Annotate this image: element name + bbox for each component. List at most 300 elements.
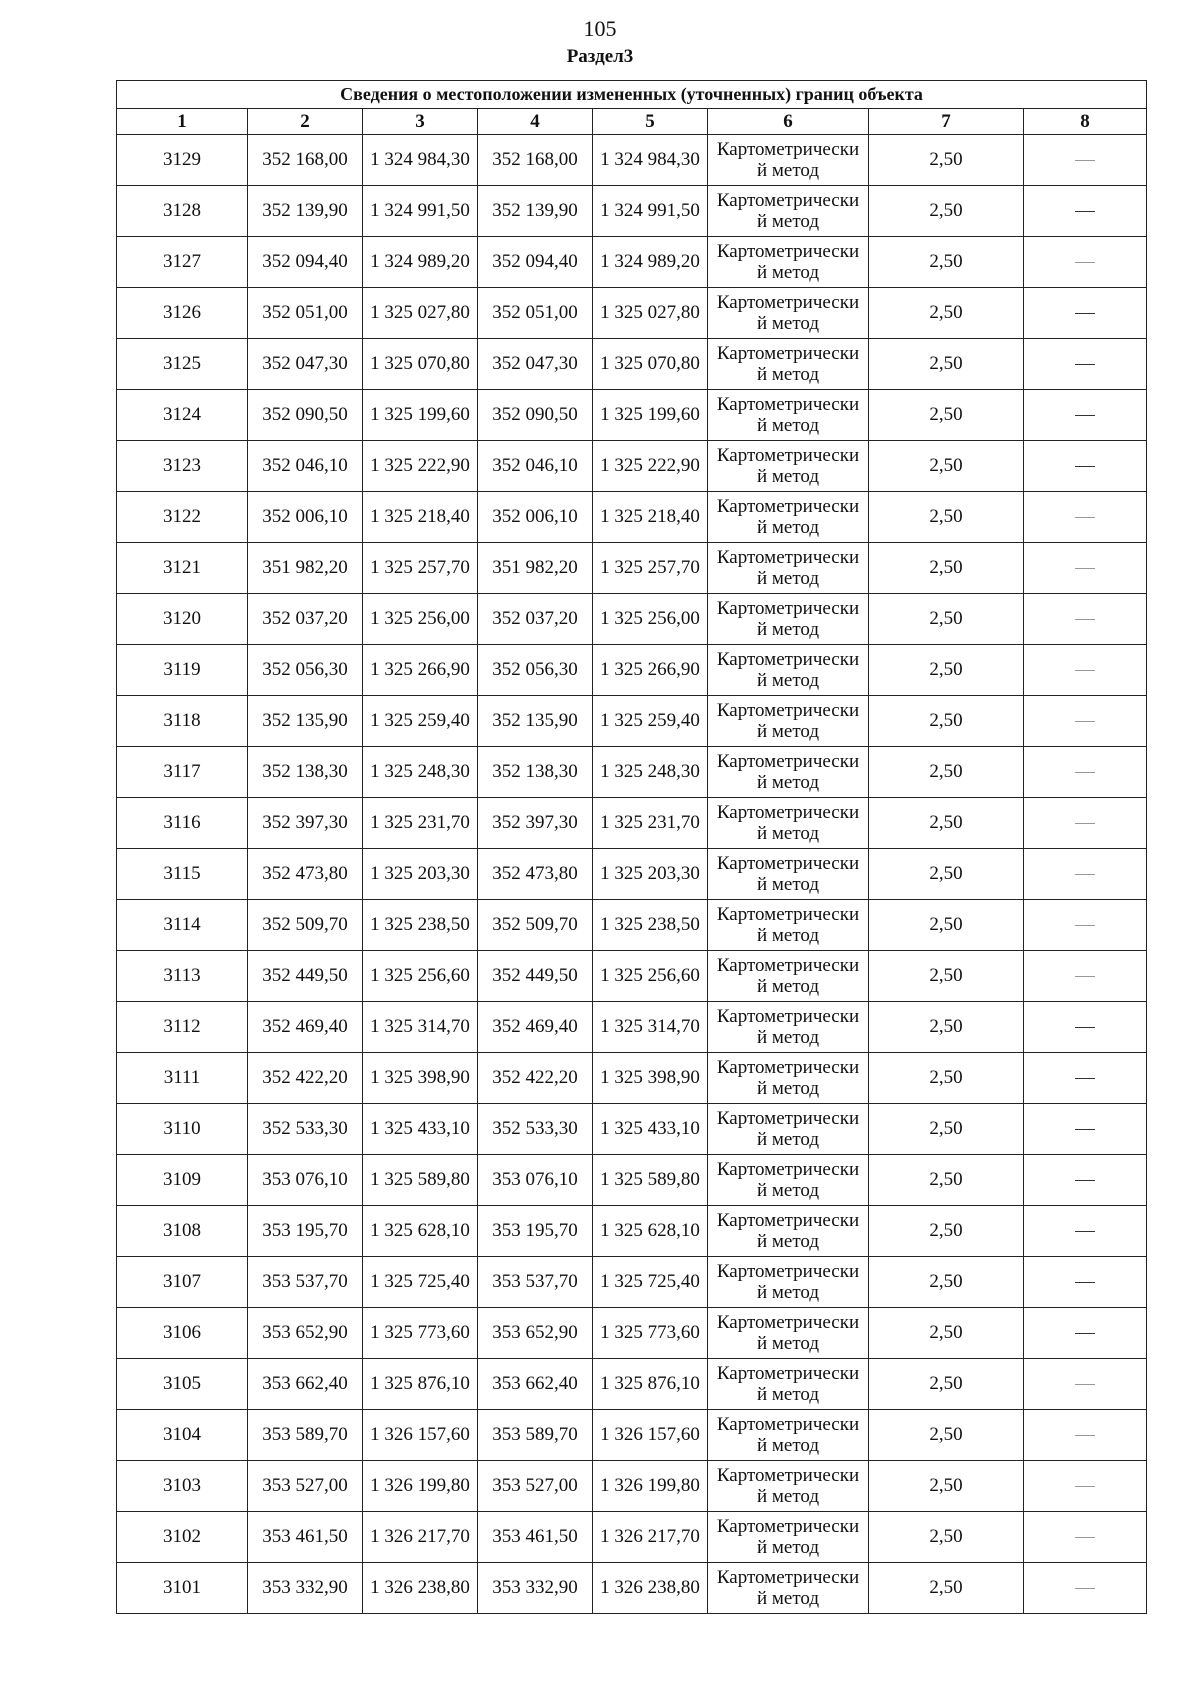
method-text-line-2: й метод bbox=[756, 1384, 820, 1405]
accuracy-cell: 2,50 bbox=[869, 339, 1024, 390]
method-cell bbox=[708, 951, 869, 1002]
x-refined-cell: 352 138,30 bbox=[478, 747, 593, 798]
dash-mark bbox=[1075, 1384, 1095, 1385]
table-row bbox=[117, 492, 1147, 543]
method-text-line-1: Картометрически bbox=[716, 1210, 860, 1231]
accuracy-cell: 2,50 bbox=[869, 1359, 1024, 1410]
accuracy-cell: 2,50 bbox=[869, 186, 1024, 237]
x-refined-cell: 352 056,30 bbox=[478, 645, 593, 696]
y-existing-cell: 1 325 222,90 bbox=[363, 441, 478, 492]
accuracy-cell: 2,50 bbox=[869, 798, 1024, 849]
dash-mark bbox=[1075, 874, 1095, 875]
dash-mark bbox=[1075, 1588, 1095, 1589]
method-text-line-1: Картометрически bbox=[716, 190, 860, 211]
method-text-line-1: Картометрически bbox=[716, 445, 860, 466]
dash-mark bbox=[1075, 1078, 1095, 1079]
method-text-line-1: Картометрически bbox=[716, 1261, 860, 1282]
x-existing-cell: 353 537,70 bbox=[248, 1257, 363, 1308]
x-existing-cell: 352 473,80 bbox=[248, 849, 363, 900]
column-number: 6 bbox=[708, 109, 869, 135]
dash-mark bbox=[1075, 1486, 1095, 1487]
table-row bbox=[117, 1512, 1147, 1563]
accuracy-cell: 2,50 bbox=[869, 645, 1024, 696]
x-existing-cell: 352 397,30 bbox=[248, 798, 363, 849]
method-text-line-1: Картометрически bbox=[716, 853, 860, 874]
column-8-cell bbox=[1024, 951, 1147, 1002]
y-existing-cell: 1 325 266,90 bbox=[363, 645, 478, 696]
method-text-line-1: Картометрически bbox=[716, 700, 860, 721]
method-text-line-2: й метод bbox=[756, 1486, 820, 1507]
page-number: 105 bbox=[583, 16, 617, 41]
x-refined-cell: 351 982,20 bbox=[478, 543, 593, 594]
y-existing-cell: 1 325 248,30 bbox=[363, 747, 478, 798]
table-row bbox=[117, 1410, 1147, 1461]
dash-mark bbox=[1075, 262, 1095, 263]
y-existing-cell: 1 325 256,60 bbox=[363, 951, 478, 1002]
point-number-cell: 3118 bbox=[117, 696, 248, 747]
y-refined-cell: 1 326 157,60 bbox=[593, 1410, 708, 1461]
x-existing-cell: 351 982,20 bbox=[248, 543, 363, 594]
method-text-line-1: Картометрически bbox=[716, 1414, 860, 1435]
column-8-cell bbox=[1024, 1563, 1147, 1614]
x-existing-cell: 353 662,40 bbox=[248, 1359, 363, 1410]
accuracy-cell: 2,50 bbox=[869, 1053, 1024, 1104]
point-number-cell: 3114 bbox=[117, 900, 248, 951]
x-existing-cell: 352 051,00 bbox=[248, 288, 363, 339]
y-existing-cell: 1 325 876,10 bbox=[363, 1359, 478, 1410]
table-row bbox=[117, 135, 1147, 186]
table-row bbox=[117, 1053, 1147, 1104]
dash-mark bbox=[1075, 1435, 1095, 1436]
column-8-cell bbox=[1024, 1002, 1147, 1053]
dash-mark bbox=[1075, 466, 1095, 467]
y-existing-cell: 1 325 773,60 bbox=[363, 1308, 478, 1359]
y-existing-cell: 1 325 259,40 bbox=[363, 696, 478, 747]
y-existing-cell: 1 324 984,30 bbox=[363, 135, 478, 186]
y-existing-cell: 1 324 991,50 bbox=[363, 186, 478, 237]
column-8-cell bbox=[1024, 1359, 1147, 1410]
method-cell bbox=[708, 339, 869, 390]
method-text-line-2: й метод bbox=[756, 1282, 820, 1303]
method-cell bbox=[708, 594, 869, 645]
column-8-cell bbox=[1024, 288, 1147, 339]
method-text-line-1: Картометрически bbox=[716, 649, 860, 670]
column-8-cell bbox=[1024, 798, 1147, 849]
accuracy-cell: 2,50 bbox=[869, 594, 1024, 645]
x-existing-cell: 352 037,20 bbox=[248, 594, 363, 645]
table-row bbox=[117, 849, 1147, 900]
table-row bbox=[117, 543, 1147, 594]
method-cell bbox=[708, 1002, 869, 1053]
y-refined-cell: 1 325 256,00 bbox=[593, 594, 708, 645]
method-text-line-1: Картометрически bbox=[716, 1159, 860, 1180]
table-row bbox=[117, 1308, 1147, 1359]
column-8-cell bbox=[1024, 594, 1147, 645]
accuracy-cell: 2,50 bbox=[869, 237, 1024, 288]
column-number: 7 bbox=[869, 109, 1024, 135]
y-existing-cell: 1 325 218,40 bbox=[363, 492, 478, 543]
table-row bbox=[117, 696, 1147, 747]
method-cell bbox=[708, 1461, 869, 1512]
method-text-line-2: й метод bbox=[756, 1588, 820, 1609]
table-row bbox=[117, 1104, 1147, 1155]
method-text-line-2: й метод bbox=[756, 1078, 820, 1099]
y-refined-cell: 1 325 256,60 bbox=[593, 951, 708, 1002]
method-text-line-1: Картометрически bbox=[716, 1516, 860, 1537]
method-text-line-2: й метод bbox=[756, 874, 820, 895]
x-existing-cell: 352 168,00 bbox=[248, 135, 363, 186]
table-row bbox=[117, 441, 1147, 492]
method-text-line-2: й метод bbox=[756, 313, 820, 334]
y-refined-cell: 1 325 259,40 bbox=[593, 696, 708, 747]
y-refined-cell: 1 325 203,30 bbox=[593, 849, 708, 900]
x-existing-cell: 353 589,70 bbox=[248, 1410, 363, 1461]
method-cell bbox=[708, 747, 869, 798]
y-existing-cell: 1 325 628,10 bbox=[363, 1206, 478, 1257]
dash-mark bbox=[1075, 1231, 1095, 1232]
x-refined-cell: 353 537,70 bbox=[478, 1257, 593, 1308]
point-number-cell: 3127 bbox=[117, 237, 248, 288]
y-refined-cell: 1 325 070,80 bbox=[593, 339, 708, 390]
y-existing-cell: 1 326 217,70 bbox=[363, 1512, 478, 1563]
column-8-cell bbox=[1024, 1410, 1147, 1461]
accuracy-cell: 2,50 bbox=[869, 1512, 1024, 1563]
accuracy-cell: 2,50 bbox=[869, 1257, 1024, 1308]
accuracy-cell: 2,50 bbox=[869, 1206, 1024, 1257]
dash-mark bbox=[1075, 1282, 1095, 1283]
method-text-line-1: Картометрически bbox=[716, 241, 860, 262]
x-existing-cell: 352 094,40 bbox=[248, 237, 363, 288]
accuracy-cell: 2,50 bbox=[869, 1002, 1024, 1053]
method-cell bbox=[708, 1257, 869, 1308]
x-refined-cell: 353 195,70 bbox=[478, 1206, 593, 1257]
table-row bbox=[117, 951, 1147, 1002]
x-existing-cell: 352 422,20 bbox=[248, 1053, 363, 1104]
table-row bbox=[117, 390, 1147, 441]
method-text-line-1: Картометрически bbox=[716, 343, 860, 364]
point-number-cell: 3103 bbox=[117, 1461, 248, 1512]
dash-mark bbox=[1075, 313, 1095, 314]
table-row bbox=[117, 1461, 1147, 1512]
column-8-cell bbox=[1024, 1206, 1147, 1257]
method-text-line-1: Картометрически bbox=[716, 1363, 860, 1384]
y-refined-cell: 1 325 433,10 bbox=[593, 1104, 708, 1155]
method-cell bbox=[708, 1359, 869, 1410]
table-row bbox=[117, 798, 1147, 849]
y-refined-cell: 1 325 398,90 bbox=[593, 1053, 708, 1104]
x-refined-cell: 352 139,90 bbox=[478, 186, 593, 237]
accuracy-cell: 2,50 bbox=[869, 543, 1024, 594]
y-refined-cell: 1 324 991,50 bbox=[593, 186, 708, 237]
y-refined-cell: 1 325 725,40 bbox=[593, 1257, 708, 1308]
column-8-cell bbox=[1024, 849, 1147, 900]
y-refined-cell: 1 325 257,70 bbox=[593, 543, 708, 594]
x-refined-cell: 352 094,40 bbox=[478, 237, 593, 288]
accuracy-cell: 2,50 bbox=[869, 747, 1024, 798]
y-refined-cell: 1 325 222,90 bbox=[593, 441, 708, 492]
method-text-line-2: й метод bbox=[756, 1333, 820, 1354]
method-cell bbox=[708, 1410, 869, 1461]
column-8-cell bbox=[1024, 237, 1147, 288]
accuracy-cell: 2,50 bbox=[869, 951, 1024, 1002]
y-refined-cell: 1 325 238,50 bbox=[593, 900, 708, 951]
y-existing-cell: 1 325 314,70 bbox=[363, 1002, 478, 1053]
dash-mark bbox=[1075, 670, 1095, 671]
x-existing-cell: 352 509,70 bbox=[248, 900, 363, 951]
method-text-line-2: й метод bbox=[756, 517, 820, 538]
point-number-cell: 3121 bbox=[117, 543, 248, 594]
table-row bbox=[117, 900, 1147, 951]
table-row bbox=[117, 747, 1147, 798]
y-refined-cell: 1 326 238,80 bbox=[593, 1563, 708, 1614]
dash-mark bbox=[1075, 619, 1095, 620]
dash-mark bbox=[1075, 517, 1095, 518]
x-refined-cell: 353 461,50 bbox=[478, 1512, 593, 1563]
column-number: 1 bbox=[117, 109, 248, 135]
method-text-line-2: й метод bbox=[756, 1435, 820, 1456]
accuracy-cell: 2,50 bbox=[869, 696, 1024, 747]
x-refined-cell: 353 076,10 bbox=[478, 1155, 593, 1206]
method-cell bbox=[708, 441, 869, 492]
y-refined-cell: 1 325 248,30 bbox=[593, 747, 708, 798]
method-cell bbox=[708, 237, 869, 288]
method-text-line-2: й метод bbox=[756, 721, 820, 742]
dash-mark bbox=[1075, 1129, 1095, 1130]
accuracy-cell: 2,50 bbox=[869, 1308, 1024, 1359]
dash-mark bbox=[1075, 568, 1095, 569]
method-text-line-1: Картометрически bbox=[716, 904, 860, 925]
method-text-line-2: й метод bbox=[756, 976, 820, 997]
method-cell bbox=[708, 696, 869, 747]
table-row bbox=[117, 237, 1147, 288]
y-existing-cell: 1 325 070,80 bbox=[363, 339, 478, 390]
method-text-line-2: й метод bbox=[756, 1231, 820, 1252]
y-refined-cell: 1 325 231,70 bbox=[593, 798, 708, 849]
y-existing-cell: 1 325 027,80 bbox=[363, 288, 478, 339]
table-caption-row bbox=[117, 81, 1147, 109]
x-existing-cell: 352 090,50 bbox=[248, 390, 363, 441]
method-text-line-1: Картометрически bbox=[716, 802, 860, 823]
point-number-cell: 3123 bbox=[117, 441, 248, 492]
method-text-line-2: й метод bbox=[756, 619, 820, 640]
column-8-cell bbox=[1024, 1257, 1147, 1308]
y-refined-cell: 1 325 266,90 bbox=[593, 645, 708, 696]
y-refined-cell: 1 324 984,30 bbox=[593, 135, 708, 186]
y-existing-cell: 1 325 725,40 bbox=[363, 1257, 478, 1308]
method-text-line-2: й метод bbox=[756, 568, 820, 589]
accuracy-cell: 2,50 bbox=[869, 849, 1024, 900]
method-text-line-1: Картометрически bbox=[716, 1465, 860, 1486]
method-cell bbox=[708, 1053, 869, 1104]
table-row bbox=[117, 1155, 1147, 1206]
accuracy-cell: 2,50 bbox=[869, 1563, 1024, 1614]
method-cell bbox=[708, 1563, 869, 1614]
x-refined-cell: 353 652,90 bbox=[478, 1308, 593, 1359]
table-row bbox=[117, 594, 1147, 645]
y-existing-cell: 1 325 256,00 bbox=[363, 594, 478, 645]
point-number-cell: 3110 bbox=[117, 1104, 248, 1155]
x-refined-cell: 353 527,00 bbox=[478, 1461, 593, 1512]
dash-mark bbox=[1075, 364, 1095, 365]
x-existing-cell: 352 006,10 bbox=[248, 492, 363, 543]
method-cell bbox=[708, 390, 869, 441]
point-number-cell: 3119 bbox=[117, 645, 248, 696]
x-existing-cell: 352 046,10 bbox=[248, 441, 363, 492]
method-text-line-2: й метод bbox=[756, 1537, 820, 1558]
x-refined-cell: 352 006,10 bbox=[478, 492, 593, 543]
accuracy-cell: 2,50 bbox=[869, 390, 1024, 441]
column-8-cell bbox=[1024, 543, 1147, 594]
x-refined-cell: 352 449,50 bbox=[478, 951, 593, 1002]
column-8-cell bbox=[1024, 1053, 1147, 1104]
point-number-cell: 3129 bbox=[117, 135, 248, 186]
table-row bbox=[117, 1206, 1147, 1257]
dash-mark bbox=[1075, 160, 1095, 161]
column-number: 5 bbox=[593, 109, 708, 135]
column-8-cell bbox=[1024, 1461, 1147, 1512]
column-8-cell bbox=[1024, 441, 1147, 492]
x-refined-cell: 352 046,10 bbox=[478, 441, 593, 492]
column-8-cell bbox=[1024, 339, 1147, 390]
x-refined-cell: 352 090,50 bbox=[478, 390, 593, 441]
table-row bbox=[117, 339, 1147, 390]
method-cell bbox=[708, 1206, 869, 1257]
point-number-cell: 3111 bbox=[117, 1053, 248, 1104]
method-text-line-2: й метод bbox=[756, 160, 820, 181]
x-refined-cell: 353 589,70 bbox=[478, 1410, 593, 1461]
method-text-line-1: Картометрически bbox=[716, 547, 860, 568]
point-number-cell: 3113 bbox=[117, 951, 248, 1002]
x-existing-cell: 352 449,50 bbox=[248, 951, 363, 1002]
x-existing-cell: 353 652,90 bbox=[248, 1308, 363, 1359]
column-number: 8 bbox=[1024, 109, 1147, 135]
method-text-line-1: Картометрически bbox=[716, 139, 860, 160]
point-number-cell: 3116 bbox=[117, 798, 248, 849]
point-number-cell: 3115 bbox=[117, 849, 248, 900]
point-number-cell: 3122 bbox=[117, 492, 248, 543]
column-8-cell bbox=[1024, 135, 1147, 186]
accuracy-cell: 2,50 bbox=[869, 441, 1024, 492]
x-existing-cell: 352 533,30 bbox=[248, 1104, 363, 1155]
method-text-line-2: й метод bbox=[756, 670, 820, 691]
method-cell bbox=[708, 543, 869, 594]
method-text-line-1: Картометрически bbox=[716, 394, 860, 415]
y-existing-cell: 1 326 199,80 bbox=[363, 1461, 478, 1512]
y-refined-cell: 1 325 314,70 bbox=[593, 1002, 708, 1053]
y-refined-cell: 1 326 217,70 bbox=[593, 1512, 708, 1563]
accuracy-cell: 2,50 bbox=[869, 135, 1024, 186]
y-existing-cell: 1 325 199,60 bbox=[363, 390, 478, 441]
method-cell bbox=[708, 849, 869, 900]
point-number-cell: 3124 bbox=[117, 390, 248, 441]
dash-mark bbox=[1075, 976, 1095, 977]
method-text-line-1: Картометрически bbox=[716, 496, 860, 517]
accuracy-cell: 2,50 bbox=[869, 492, 1024, 543]
point-number-cell: 3108 bbox=[117, 1206, 248, 1257]
y-existing-cell: 1 325 231,70 bbox=[363, 798, 478, 849]
column-number: 4 bbox=[478, 109, 593, 135]
x-existing-cell: 352 138,30 bbox=[248, 747, 363, 798]
point-number-cell: 3126 bbox=[117, 288, 248, 339]
method-cell bbox=[708, 135, 869, 186]
y-refined-cell: 1 325 589,80 bbox=[593, 1155, 708, 1206]
column-number: 2 bbox=[248, 109, 363, 135]
method-cell bbox=[708, 900, 869, 951]
point-number-cell: 3109 bbox=[117, 1155, 248, 1206]
method-text-line-2: й метод bbox=[756, 772, 820, 793]
point-number-cell: 3101 bbox=[117, 1563, 248, 1614]
x-existing-cell: 352 135,90 bbox=[248, 696, 363, 747]
dash-mark bbox=[1075, 415, 1095, 416]
y-existing-cell: 1 324 989,20 bbox=[363, 237, 478, 288]
method-text-line-2: й метод bbox=[756, 1180, 820, 1201]
x-existing-cell: 352 469,40 bbox=[248, 1002, 363, 1053]
x-refined-cell: 352 397,30 bbox=[478, 798, 593, 849]
dash-mark bbox=[1075, 1180, 1095, 1181]
x-refined-cell: 352 168,00 bbox=[478, 135, 593, 186]
table-caption: Сведения о местоположении измененных (уточненных) границ объекта bbox=[117, 81, 1147, 109]
y-refined-cell: 1 324 989,20 bbox=[593, 237, 708, 288]
x-refined-cell: 352 037,20 bbox=[478, 594, 593, 645]
method-text-line-2: й метод bbox=[756, 466, 820, 487]
column-8-cell bbox=[1024, 747, 1147, 798]
y-existing-cell: 1 325 238,50 bbox=[363, 900, 478, 951]
point-number-cell: 3112 bbox=[117, 1002, 248, 1053]
x-existing-cell: 353 195,70 bbox=[248, 1206, 363, 1257]
boundary-coordinates-table bbox=[116, 80, 1147, 1614]
table-row bbox=[117, 288, 1147, 339]
method-text-line-1: Картометрически bbox=[716, 1006, 860, 1027]
y-existing-cell: 1 326 238,80 bbox=[363, 1563, 478, 1614]
method-cell bbox=[708, 1104, 869, 1155]
point-number-cell: 3120 bbox=[117, 594, 248, 645]
section-title: Раздел3 bbox=[566, 46, 634, 67]
column-8-cell bbox=[1024, 1155, 1147, 1206]
column-8-cell bbox=[1024, 1308, 1147, 1359]
method-cell bbox=[708, 186, 869, 237]
y-existing-cell: 1 325 203,30 bbox=[363, 849, 478, 900]
x-refined-cell: 352 135,90 bbox=[478, 696, 593, 747]
x-refined-cell: 352 422,20 bbox=[478, 1053, 593, 1104]
table-row bbox=[117, 1359, 1147, 1410]
method-text-line-2: й метод bbox=[756, 364, 820, 385]
table-body bbox=[117, 135, 1147, 1614]
table-row bbox=[117, 645, 1147, 696]
method-text-line-1: Картометрически bbox=[716, 292, 860, 313]
y-existing-cell: 1 325 398,90 bbox=[363, 1053, 478, 1104]
method-text-line-1: Картометрически bbox=[716, 1108, 860, 1129]
x-existing-cell: 353 527,00 bbox=[248, 1461, 363, 1512]
table-row bbox=[117, 186, 1147, 237]
column-8-cell bbox=[1024, 492, 1147, 543]
column-number: 3 bbox=[363, 109, 478, 135]
y-refined-cell: 1 325 628,10 bbox=[593, 1206, 708, 1257]
dash-mark bbox=[1075, 1333, 1095, 1334]
point-number-cell: 3102 bbox=[117, 1512, 248, 1563]
x-refined-cell: 352 469,40 bbox=[478, 1002, 593, 1053]
y-existing-cell: 1 325 257,70 bbox=[363, 543, 478, 594]
method-text-line-1: Картометрически bbox=[716, 751, 860, 772]
accuracy-cell: 2,50 bbox=[869, 1461, 1024, 1512]
x-refined-cell: 352 047,30 bbox=[478, 339, 593, 390]
dash-mark bbox=[1075, 772, 1095, 773]
y-refined-cell: 1 325 199,60 bbox=[593, 390, 708, 441]
column-number-row bbox=[117, 109, 1147, 135]
x-existing-cell: 352 139,90 bbox=[248, 186, 363, 237]
table-row bbox=[117, 1002, 1147, 1053]
x-refined-cell: 352 509,70 bbox=[478, 900, 593, 951]
column-8-cell bbox=[1024, 900, 1147, 951]
